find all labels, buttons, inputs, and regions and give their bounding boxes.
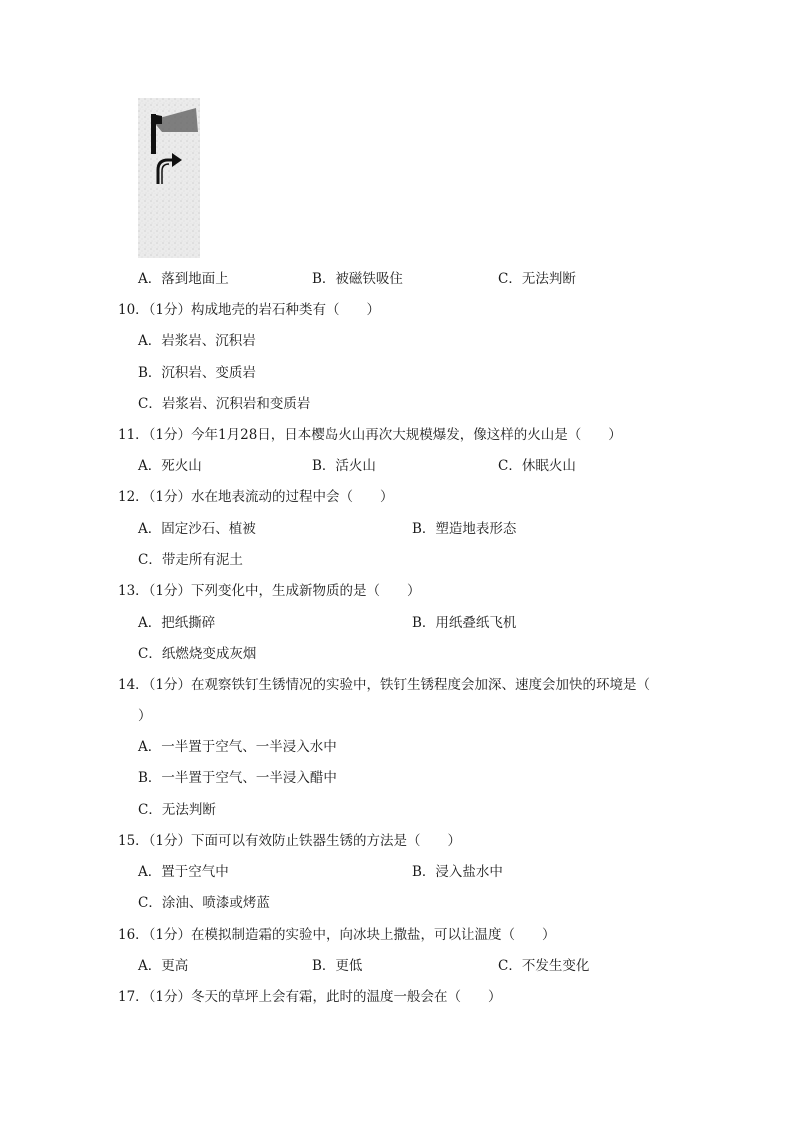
q16-option-b: B．更低 <box>312 958 363 974</box>
q15-option-b: B．浸入盐水中 <box>412 864 503 880</box>
q13-option-b: B．用纸叠纸飞机 <box>412 615 517 631</box>
q11-option-b: B．活火山 <box>312 458 376 474</box>
q11-option-c: C．休眠火山 <box>498 458 576 474</box>
q9-option-a: A．落到地面上 <box>138 271 229 287</box>
q12-option-c: C．带走所有泥土 <box>138 552 243 568</box>
q14-option-c: C．无法判断 <box>138 802 216 818</box>
q13-stem: 13．（1分）下列变化中，生成新物质的是（ ） <box>118 583 421 599</box>
q10-option-a: A．岩浆岩、沉积岩 <box>138 333 256 349</box>
q12-stem: 12．（1分）水在地表流动的过程中会（ ） <box>118 489 394 505</box>
q16-option-c: C．不发生变化 <box>498 958 590 974</box>
q12-option-b: B．塑造地表形态 <box>412 521 517 537</box>
q15-option-c: C．涂油、喷漆或烤蓝 <box>138 895 270 911</box>
q16-option-a: A．更高 <box>138 958 189 974</box>
q15-stem: 15．（1分）下面可以有效防止铁器生锈的方法是（ ） <box>118 833 462 849</box>
magnet-figure <box>138 98 200 258</box>
q12-option-a: A．固定沙石、植被 <box>138 521 256 537</box>
q10-stem: 10．（1分）构成地壳的岩石种类有（ ） <box>118 302 381 318</box>
q11-option-a: A．死火山 <box>138 458 202 474</box>
q9-option-b: B．被磁铁吸住 <box>312 271 403 287</box>
q14-stem-line2: ） <box>138 708 152 724</box>
q11-stem: 11．（1分）今年1月28日，日本樱岛火山再次大规模爆发，像这样的火山是（ ） <box>118 427 622 443</box>
q17-stem: 17．（1分）冬天的草坪上会有霜，此时的温度一般会在（ ） <box>118 989 502 1005</box>
q13-option-c: C．纸燃烧变成灰烟 <box>138 646 257 662</box>
q10-option-b: B．沉积岩、变质岩 <box>138 365 256 381</box>
q15-option-a: A．置于空气中 <box>138 864 229 880</box>
magnet-arrow-figure-icon <box>138 98 200 258</box>
q10-option-c: C．岩浆岩、沉积岩和变质岩 <box>138 396 311 412</box>
q16-stem: 16．（1分）在模拟制造霜的实验中，向冰块上撒盐，可以让温度（ ） <box>118 927 556 943</box>
q9-option-c: C．无法判断 <box>498 271 576 287</box>
q13-option-a: A．把纸撕碎 <box>138 615 216 631</box>
q14-stem-line1: 14．（1分）在观察铁钉生锈情况的实验中，铁钉生锈程度会加深、速度会加快的环境是（ <box>118 677 651 693</box>
q14-option-a: A．一半置于空气、一半浸入水中 <box>138 739 337 755</box>
q14-option-b: B．一半置于空气、一半浸入醋中 <box>138 770 337 786</box>
